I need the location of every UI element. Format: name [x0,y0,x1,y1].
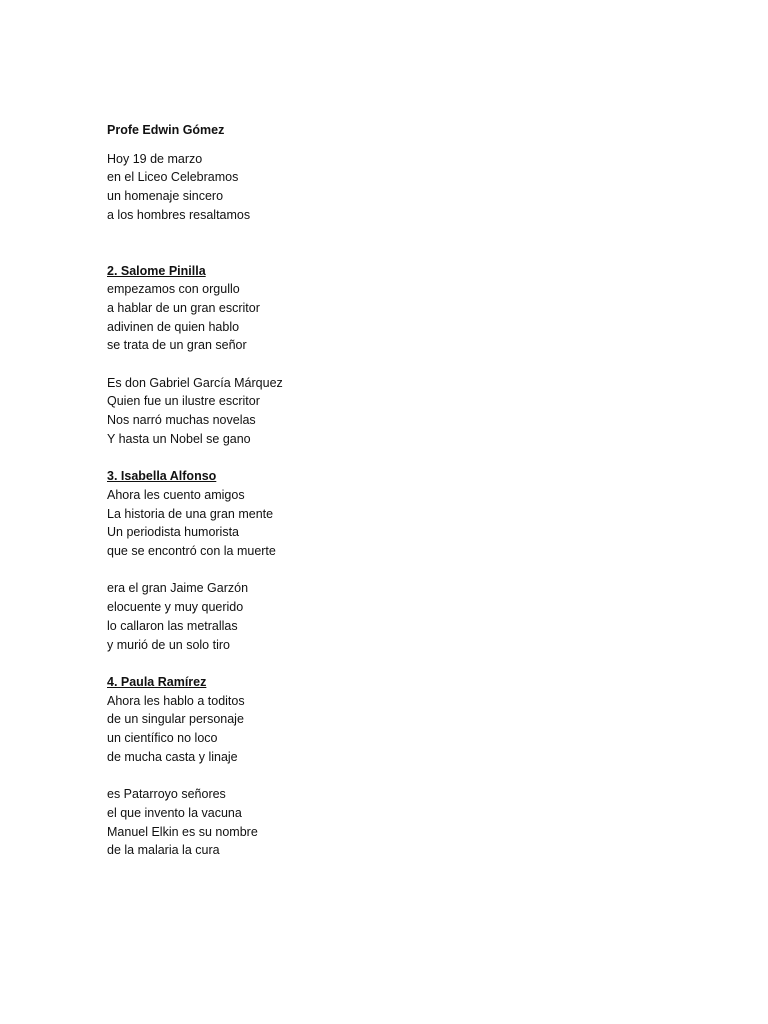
verse-line: es Patarroyo señores [107,787,226,802]
verse-line: Ahora les cuento amigos [107,487,245,502]
verse-line: elocuente y muy querido [107,600,244,615]
verse-line: a los hombres resaltamos [107,207,251,222]
verse-line: era el gran Jaime Garzón [107,581,249,596]
spacer [107,225,707,262]
verse-line: de mucha casta y linaje [107,749,238,764]
verse-line: Ahora les hablo a toditos [107,693,245,708]
section-isabella-alfonso [107,467,707,654]
verse-line: Hoy 19 de marzo [107,151,203,166]
verse-line: a hablar de un gran escritor [107,300,260,315]
verse-line: de un singular personaje [107,712,244,727]
speaker-heading: 3. Isabella Alfonso [107,469,217,484]
spacer [107,449,707,468]
intro-stanza [107,150,707,225]
speaker-heading: 4. Paula Ramírez [107,674,207,689]
section-salome-pinilla [107,262,707,449]
verse-line: de la malaria la cura [107,843,220,858]
verse-line: un homenaje sincero [107,189,224,204]
verse-line: La historia de una gran mente [107,506,274,521]
verse-line: Y hasta un Nobel se gano [107,431,251,446]
verse-line: el que invento la vacuna [107,805,242,820]
document-page [107,121,707,860]
verse-line: un científico no loco [107,731,218,746]
verse-line: y murió de un solo tiro [107,637,230,652]
verse-line: que se encontró con la muerte [107,544,276,559]
verse-line: en el Liceo Celebramos [107,170,239,185]
verse-line: Manuel Elkin es su nombre [107,824,258,839]
spacer [107,766,707,785]
verse-line: se trata de un gran señor [107,338,247,353]
verse-line: Quien fue un ilustre escritor [107,394,260,409]
spacer [107,561,707,580]
document-heading: Profe Edwin Gómez [107,123,225,137]
speaker-heading: 2. Salome Pinilla [107,263,206,278]
verse-line: Nos narró muchas novelas [107,413,256,428]
verse-line: adivinen de quien hablo [107,319,240,334]
verse-line: Es don Gabriel García Márquez [107,375,283,390]
spacer [107,654,707,673]
verse-line: empezamos con orgullo [107,282,240,297]
verse-line: lo callaron las metrallas [107,618,238,633]
verse-line: Un periodista humorista [107,525,240,540]
spacer [107,355,707,374]
section-paula-ramirez [107,673,707,860]
